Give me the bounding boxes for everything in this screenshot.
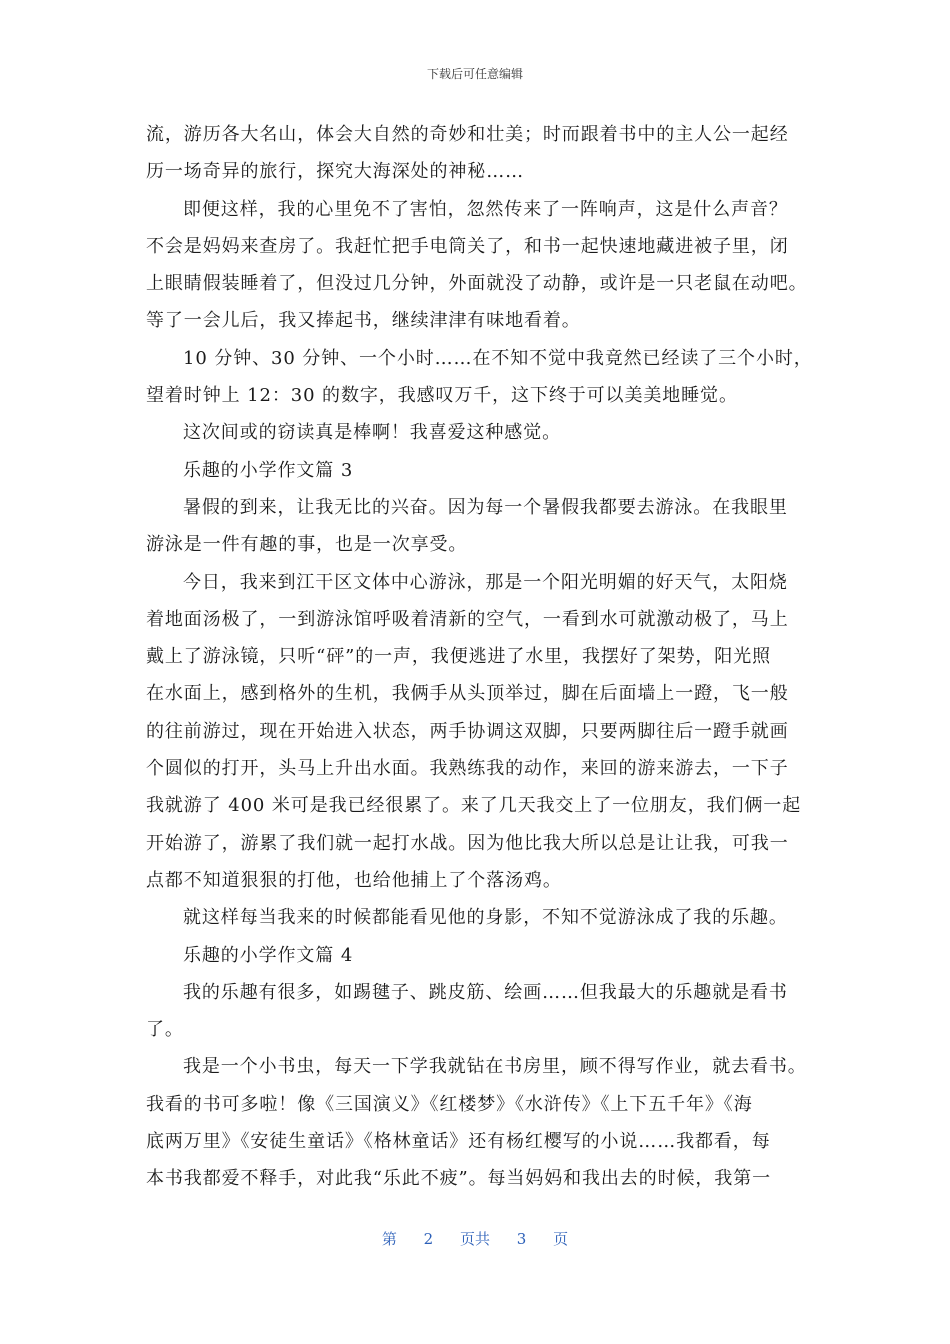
page-total: 3 xyxy=(516,1230,527,1248)
text-line: 暑假的到来，让我无比的兴奋。因为每一个暑假我都要去游泳。在我眼里 xyxy=(183,496,788,518)
text-line: 点都不知道狠狠的打他，也给他捕上了个落汤鸡。 xyxy=(146,869,562,891)
page-suffix: 页 xyxy=(553,1230,569,1248)
text-line: 望着时钟上 12：30 的数字，我感叹万千，这下终于可以美美地睡觉。 xyxy=(146,385,738,407)
text-line: 历一场奇异的旅行，探究大海深处的神秘…… xyxy=(146,161,524,183)
page-header: 下载后可任意编辑 xyxy=(426,67,523,81)
document-body xyxy=(146,116,813,1198)
text-line: 戴上了游泳镜，只听“砰”的一声，我便逃进了水里，我摆好了架势，阳光照 xyxy=(146,646,772,668)
text-line: 上眼睛假装睡着了，但没过几分钟，外面就没了动静，或许是一只老鼠在动吧。 xyxy=(146,273,808,295)
page-prefix: 第 xyxy=(381,1230,397,1248)
text-line: 个圆似的打开，头马上升出水面。我熟练我的动作，来回的游来游去，一下子 xyxy=(146,758,789,780)
page-number-footer xyxy=(0,1228,950,1250)
text-line: 10 分钟、30 分钟、一个小时……在不知不觉中我竟然已经读了三个小时， xyxy=(183,347,813,369)
text-line: 流，游历各大名山，体会大自然的奇妙和壮美；时而跟着书中的主人公一起经 xyxy=(146,124,789,145)
text-line: 底两万里》《安徒生童话》《格林童话》还有杨红樱写的小说……我都看，每 xyxy=(146,1131,771,1153)
text-line: 开始游了，游累了我们就一起打水战。因为他比我大所以总是让让我，可我一 xyxy=(146,832,789,854)
text-line: 着地面汤极了，一到游泳馆呼吸着清新的空气，一看到水可就激动极了，马上 xyxy=(146,608,789,630)
text-line: 不会是妈妈来查房了。我赶忙把手电筒关了，和书一起快速地藏进被子里，闭 xyxy=(146,235,789,257)
text-line: 在水面上，感到格外的生机，我俩手从头顶举过，脚在后面墙上一蹬，飞一般 xyxy=(146,683,789,705)
text-line: 就这样每当我来的时候都能看见他的身影，不知不觉游泳成了我的乐趣。 xyxy=(183,907,788,929)
text-line: 的往前游过，现在开始进入状态，两手协调这双脚，只要两脚往后一蹬手就画 xyxy=(146,720,789,742)
text-line: 乐趣的小学作文篇 4 xyxy=(183,944,354,966)
text-line: 游泳是一件有趣的事，也是一次享受。 xyxy=(146,534,468,556)
page-middle: 页共 xyxy=(459,1230,490,1248)
page-current: 2 xyxy=(423,1230,434,1248)
text-line: 我就游了 400 米可是我已经很累了。来了几天我交上了一位朋友，我们俩一起 xyxy=(146,795,802,817)
text-line: 这次间或的窃读真是棒啊！我喜爱这种感觉。 xyxy=(183,422,561,444)
text-line: 等了一会儿后，我又捧起书，继续津津有味地看着。 xyxy=(146,310,581,332)
text-line: 我的乐趣有很多，如踢毽子、跳皮筋、绘画……但我最大的乐趣就是看书 xyxy=(183,981,788,1003)
text-line: 即便这样，我的心里免不了害怕，忽然传来了一阵响声，这是什么声音？ xyxy=(183,198,788,220)
text-line: 乐趣的小学作文篇 3 xyxy=(183,459,354,481)
text-line: 本书我都爱不释手，对此我“乐此不疲”。每当妈妈和我出去的时候，我第一 xyxy=(146,1168,772,1190)
text-line: 我是一个小书虫，每天一下学我就钻在书房里，顾不得写作业，就去看书。 xyxy=(183,1056,807,1078)
text-line: 今日，我来到江干区文体中心游泳，那是一个阳光明媚的好天气，太阳烧 xyxy=(183,571,788,593)
text-line: 了。 xyxy=(146,1019,184,1041)
text-line: 我看的书可多啦！像《三国演义》《红楼梦》《水浒传》《上下五千年》《海 xyxy=(146,1093,753,1115)
